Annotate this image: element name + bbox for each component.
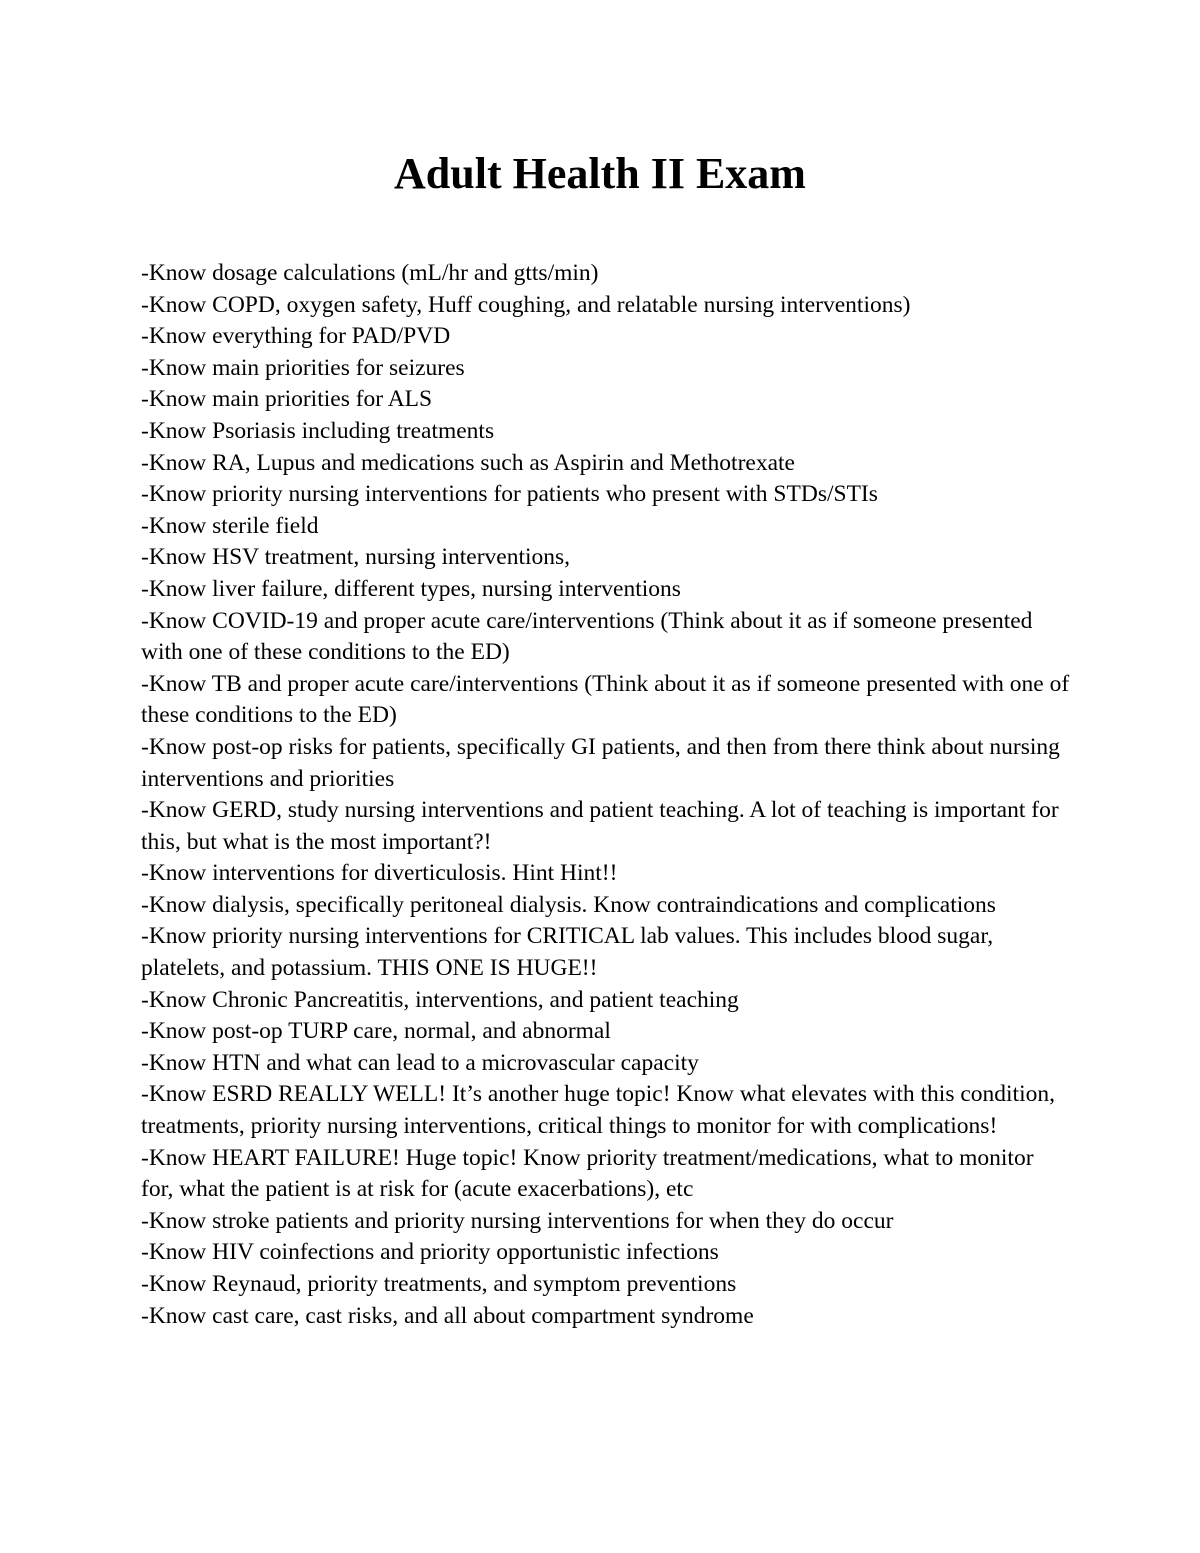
study-topic-list bbox=[141, 258, 1071, 1332]
list-item: -Know ESRD REALLY WELL! It’s another huge topic! Know what elevates with this condition, treatments, priority nursing interventions, critical things to monitor for with complications! bbox=[141, 1081, 1055, 1140]
list-item: -Know cast care, cast risks, and all about compartment syndrome bbox=[141, 1302, 754, 1329]
list-item: -Know COPD, oxygen safety, Huff coughing, and relatable nursing interventions) bbox=[141, 291, 911, 318]
list-item: -Know liver failure, different types, nursing interventions bbox=[141, 575, 681, 602]
list-item: -Know stroke patients and priority nursing interventions for when they do occur bbox=[141, 1207, 894, 1234]
list-item: -Know sterile field bbox=[141, 512, 319, 539]
list-item: -Know HEART FAILURE! Huge topic! Know priority treatment/medications, what to monitor for, what the patient is at risk for (acute exacerbations), etc bbox=[141, 1144, 1034, 1203]
list-item: -Know main priorities for seizures bbox=[141, 354, 465, 381]
list-item: -Know HTN and what can lead to a microvascular capacity bbox=[141, 1049, 699, 1076]
document-title: Adult Health II Exam bbox=[394, 149, 806, 198]
list-item: -Know COVID-19 and proper acute care/interventions (Think about it as if someone presented with one of these conditions to the ED) bbox=[141, 607, 1033, 666]
list-item: -Know GERD, study nursing interventions and patient teaching. A lot of teaching is important for this, but what is the most important?! bbox=[141, 797, 1059, 855]
list-item: -Know interventions for diverticulosis. Hint Hint!! bbox=[141, 860, 618, 887]
list-item: -Know Psoriasis including treatments bbox=[141, 417, 495, 444]
list-item: -Know Reynaud, priority treatments, and symptom preventions bbox=[141, 1271, 737, 1297]
list-item: -Know HSV treatment, nursing interventions, bbox=[141, 544, 571, 571]
list-item: -Know post-op TURP care, normal, and abnormal bbox=[141, 1018, 611, 1045]
list-item: -Know priority nursing interventions for CRITICAL lab values. This includes blood sugar, platelets, and potassium. THIS ONE IS HUGE!! bbox=[141, 923, 994, 982]
list-item: -Know main priorities for ALS bbox=[141, 386, 433, 413]
list-item: -Know everything for PAD/PVD bbox=[141, 323, 451, 350]
list-item: -Know TB and proper acute care/interventions (Think about it as if someone presented with one of these conditions to the ED) bbox=[141, 670, 1070, 729]
list-item: -Know priority nursing interventions for patients who present with STDs/STIs bbox=[141, 481, 878, 508]
list-item: -Know dialysis, specifically peritoneal dialysis. Know contraindications and complications bbox=[141, 891, 996, 918]
list-item: -Know dosage calculations (mL/hr and gtts/min) bbox=[141, 260, 599, 286]
list-item: -Know RA, Lupus and medications such as Aspirin and Methotrexate bbox=[141, 449, 795, 476]
list-item: -Know post-op risks for patients, specifically GI patients, and then from there think about nursing interventions and priorities bbox=[141, 733, 1060, 792]
list-item: -Know Chronic Pancreatitis, interventions, and patient teaching bbox=[141, 986, 739, 1013]
list-item: -Know HIV coinfections and priority opportunistic infections bbox=[141, 1239, 719, 1266]
